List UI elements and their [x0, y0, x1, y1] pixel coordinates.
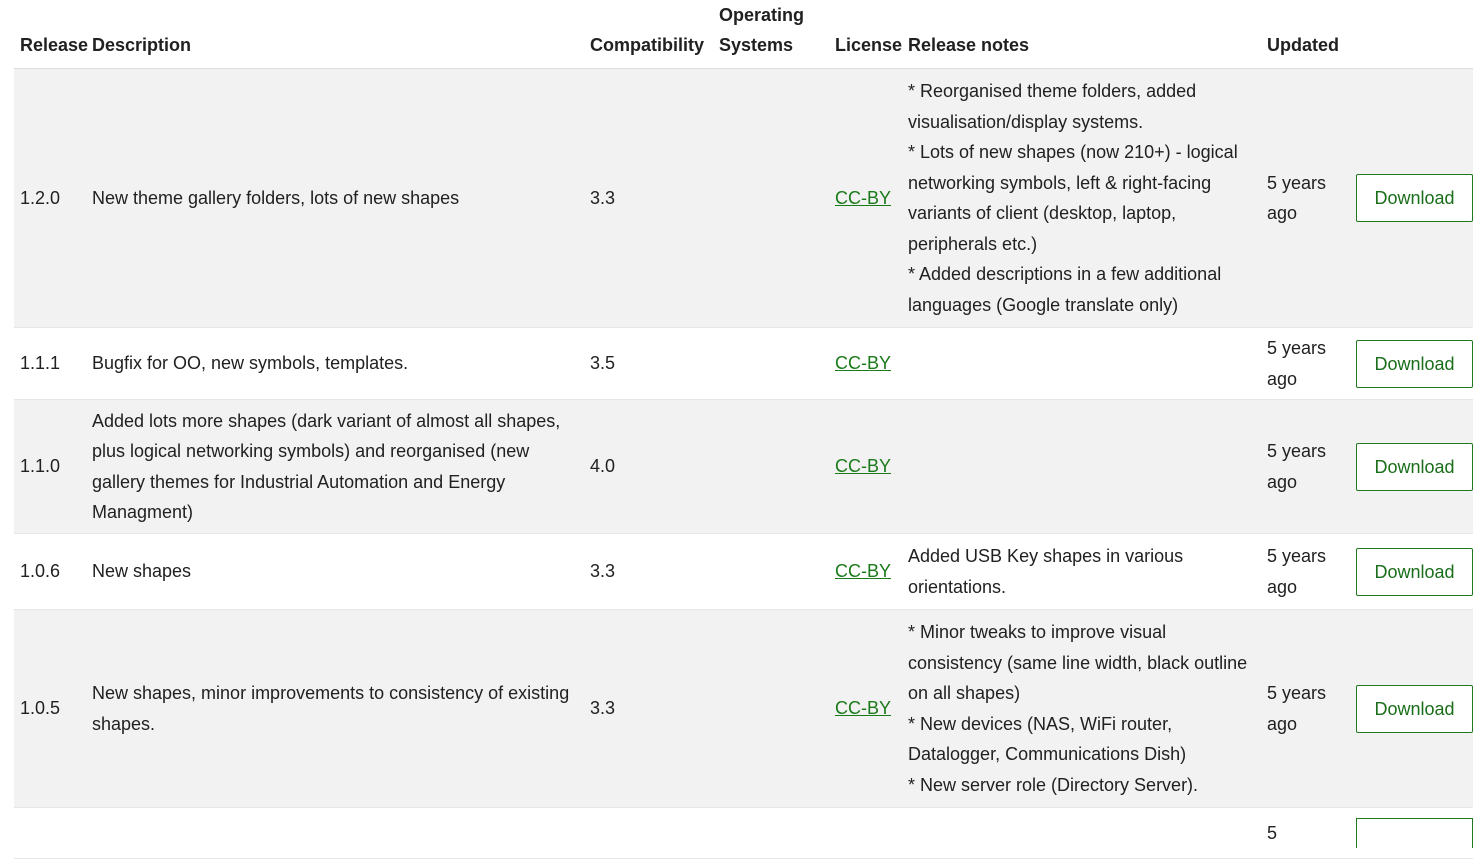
- release-compatibility: 3.5: [584, 328, 713, 400]
- download-button[interactable]: Download: [1356, 685, 1473, 733]
- release-notes: [902, 400, 1261, 534]
- release-updated: 5 years ago: [1261, 534, 1350, 610]
- download-button[interactable]: Download: [1356, 340, 1473, 388]
- release-os: [713, 400, 829, 534]
- header-release: Release: [14, 0, 86, 69]
- release-updated: 5 years ago: [1261, 328, 1350, 400]
- table-row-partial: [14, 808, 1473, 859]
- release-description: New shapes, minor improvements to consistency of existing shapes.: [86, 610, 584, 808]
- download-cell: [1350, 400, 1473, 534]
- release-description: New theme gallery folders, lots of new shapes: [86, 69, 584, 328]
- release-version: 1.1.0: [14, 400, 86, 534]
- release-notes: [902, 534, 1261, 610]
- releases-table-container: [14, 0, 1473, 859]
- release-license: [829, 610, 902, 808]
- download-cell: [1350, 69, 1473, 328]
- release-license: [829, 534, 902, 610]
- release-note-line: * Reorganised theme folders, added visualisation/display systems.: [908, 81, 1197, 132]
- release-compatibility: 4.0: [584, 400, 713, 534]
- license-link[interactable]: CC-BY: [835, 353, 892, 374]
- release-version: 1.0.6: [14, 534, 86, 610]
- table-row: [14, 534, 1473, 610]
- release-version: 1.2.0: [14, 69, 86, 328]
- release-notes: [902, 69, 1261, 328]
- header-description: Description: [86, 0, 584, 69]
- download-button[interactable]: Download: [1356, 443, 1473, 491]
- release-version: 1.1.1: [14, 328, 86, 400]
- release-os: [713, 328, 829, 400]
- release-note-line: * New devices (NAS, WiFi router, Datalogger, Communications Dish): [908, 713, 1187, 764]
- release-updated: 5 years ago: [1261, 400, 1350, 534]
- release-os: [713, 610, 829, 808]
- release-updated: 5 years ago: [1261, 610, 1350, 808]
- table-row: [14, 400, 1473, 534]
- release-notes: [902, 610, 1261, 808]
- header-compatibility: Compatibility: [584, 0, 713, 69]
- release-license: [829, 400, 902, 534]
- header-os-line1: Operating: [719, 5, 805, 25]
- license-link[interactable]: CC-BY: [835, 456, 892, 477]
- download-button[interactable]: Download: [1356, 174, 1473, 222]
- release-compatibility: 3.3: [584, 610, 713, 808]
- release-note-line: * Minor tweaks to improve visual consistency (same line width, black outline on all shapes): [908, 622, 1248, 703]
- release-description: New shapes: [86, 534, 584, 610]
- release-notes: [902, 328, 1261, 400]
- release-updated: 5 years ago: [1261, 69, 1350, 328]
- release-compatibility: 3.3: [584, 69, 713, 328]
- download-button-partial[interactable]: [1356, 818, 1473, 848]
- release-note-line: * New server role (Directory Server).: [908, 774, 1199, 795]
- release-os: [713, 534, 829, 610]
- license-link[interactable]: CC-BY: [835, 698, 892, 719]
- release-os: [713, 69, 829, 328]
- license-link[interactable]: CC-BY: [835, 561, 892, 582]
- release-license: [829, 328, 902, 400]
- header-os-line2: Systems: [719, 35, 794, 55]
- release-version: 1.0.5: [14, 610, 86, 808]
- release-updated: 5: [1261, 808, 1350, 859]
- header-download: [1350, 0, 1473, 69]
- header-operating-systems: [713, 0, 829, 69]
- license-link[interactable]: CC-BY: [835, 187, 892, 208]
- release-description: Bugfix for OO, new symbols, templates.: [86, 328, 584, 400]
- download-cell: [1350, 328, 1473, 400]
- header-license: License: [829, 0, 902, 69]
- release-note-line: Added USB Key shapes in various orientations.: [908, 546, 1184, 597]
- table-header-row: [14, 0, 1473, 69]
- download-cell: [1350, 808, 1473, 859]
- header-updated: Updated: [1261, 0, 1350, 69]
- release-description: Added lots more shapes (dark variant of almost all shapes, plus logical networking symbols) and reorganised (new gallery themes for Industrial Automation and Energy Managment): [86, 400, 584, 534]
- table-row: [14, 328, 1473, 400]
- table-row: [14, 69, 1473, 328]
- release-compatibility: 3.3: [584, 534, 713, 610]
- release-license: [829, 69, 902, 328]
- download-button[interactable]: Download: [1356, 548, 1473, 596]
- release-note-line: * Lots of new shapes (now 210+) - logical networking symbols, left & right-facing variants of client (desktop, laptop, peripherals etc.): [908, 142, 1238, 254]
- releases-table: [14, 0, 1473, 859]
- download-cell: [1350, 534, 1473, 610]
- header-release-notes: Release notes: [902, 0, 1261, 69]
- download-cell: [1350, 610, 1473, 808]
- table-row: [14, 610, 1473, 808]
- release-note-line: * Added descriptions in a few additional languages (Google translate only): [908, 264, 1222, 315]
